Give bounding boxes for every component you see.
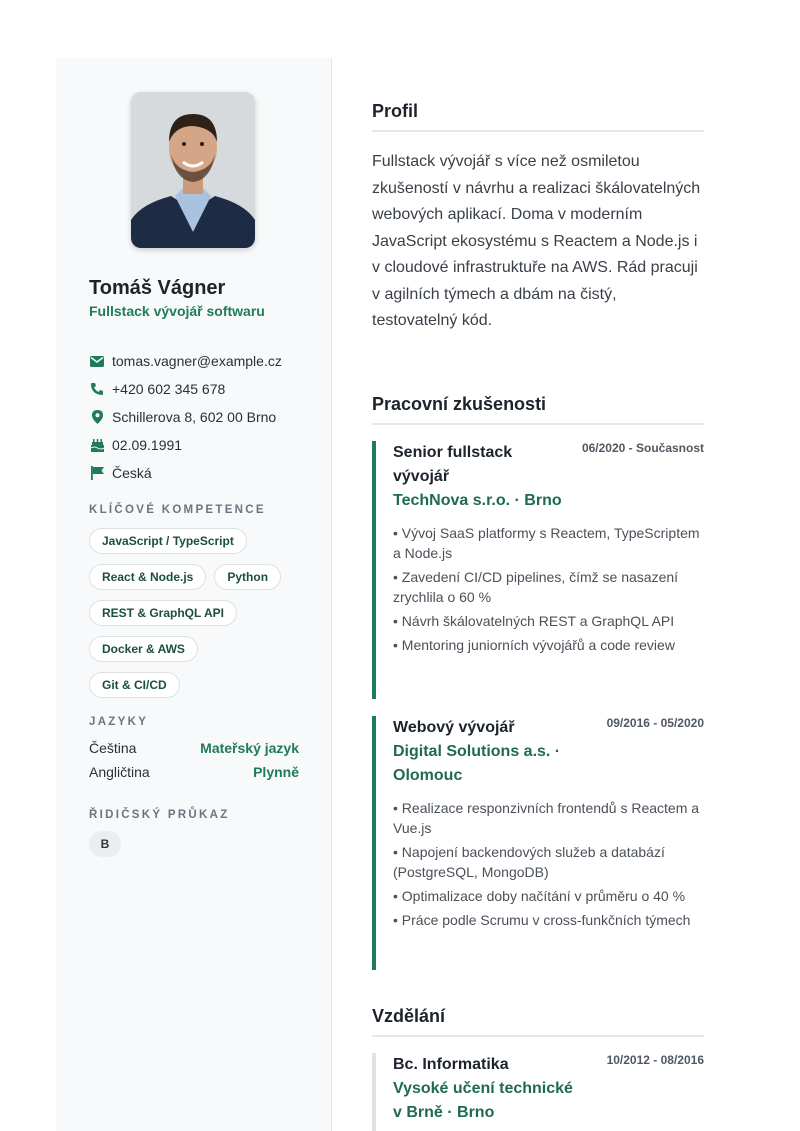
birthday-cake-icon <box>89 437 105 453</box>
contact-list <box>89 347 319 487</box>
list-item: • Zavedení CI/CD pipelines, čímž se nasazení zrychlila o 60 % <box>393 569 679 605</box>
education-title: Bc. Informatika <box>393 1056 509 1073</box>
contact-address-text: Schillerova 8, 602 00 Brno <box>112 409 277 425</box>
skills-heading: KLÍČOVÉ KOMPETENCE <box>89 504 266 516</box>
skill-chip: JavaScript / TypeScript <box>89 528 247 554</box>
location-pin-icon <box>89 409 105 425</box>
language-row <box>89 740 299 764</box>
contact-phone-text: +420 602 345 678 <box>112 381 226 397</box>
skill-chip: Git & CI/CD <box>89 672 180 698</box>
envelope-icon <box>89 353 105 369</box>
job-bullets <box>393 798 704 930</box>
languages-heading: JAZYKY <box>89 716 149 728</box>
job-title: Webový vývojář <box>393 719 515 736</box>
phone-icon <box>89 381 105 397</box>
person-name: Tomáš Vágner <box>89 277 226 299</box>
language-level: Mateřský jazyk <box>200 740 299 756</box>
list-item: • Vývoj SaaS platformy s Reactem, TypeScriptem a Node.js <box>393 525 700 561</box>
language-row <box>89 764 299 788</box>
profile-heading: Profil <box>372 101 704 132</box>
job-entry <box>372 441 704 699</box>
skills-list <box>89 528 324 708</box>
skill-chip: React & Node.js <box>89 564 206 590</box>
job-title: Senior fullstack vývojář <box>393 444 513 485</box>
contact-nationality <box>89 459 319 487</box>
profile-text: Fullstack vývojář s více než osmiletou zkušeností v návrhu a realizaci škálovatelných webových aplikací. Doma v moderním JavaScript ekosystému s Reactem a Node.js i v cloudové infrastruktuře na AWS. Rád pracuji v agilních týmech a dbám na čistý, testovatelný kód. <box>372 153 701 329</box>
education-entry <box>372 1053 704 1131</box>
profile-photo <box>131 92 255 248</box>
contact-phone[interactable] <box>89 375 319 403</box>
contact-email[interactable] <box>89 347 319 375</box>
language-name: Angličtina <box>89 764 150 780</box>
job-date: 09/2016 - 05/2020 <box>606 716 704 730</box>
contact-email-text: tomas.vagner@example.cz <box>112 353 282 369</box>
education-date: 10/2012 - 08/2016 <box>606 1053 704 1067</box>
job-date: 06/2020 - Současnost <box>581 441 704 455</box>
list-item: • Realizace responzivních frontendů s Reactem a Vue.js <box>393 800 700 836</box>
skill-chip: Docker & AWS <box>89 636 198 662</box>
person-title: Fullstack vývojář softwaru <box>89 303 265 319</box>
job-company: TechNova s.r.o. · Brno <box>393 492 562 509</box>
list-item: • Návrh škálovatelných REST a GraphQL API <box>393 613 675 629</box>
job-entry <box>372 716 704 970</box>
flag-icon <box>89 465 105 481</box>
license-heading: ŘIDIČSKÝ PRŮKAZ <box>89 809 230 821</box>
contact-address <box>89 403 319 431</box>
contact-birthdate-text: 02.09.1991 <box>112 437 183 453</box>
list-item: • Napojení backendových služeb a databází (PostgreSQL, MongoDB) <box>393 844 665 880</box>
list-item: • Optimalizace doby načítání v průměru o 40 % <box>393 888 686 904</box>
skill-chip: Python <box>214 564 281 590</box>
language-level: Plynně <box>253 764 299 780</box>
language-name: Čeština <box>89 740 137 756</box>
contact-nationality-text: Česká <box>112 465 152 481</box>
education-heading: Vzdělání <box>372 1006 704 1037</box>
list-item: • Mentoring juniorních vývojářů a code review <box>393 637 675 653</box>
skill-chip: REST & GraphQL API <box>89 600 237 626</box>
experience-heading: Pracovní zkušenosti <box>372 394 704 425</box>
languages-list <box>89 740 299 788</box>
education-school: Vysoké učení technické v Brně · Brno <box>393 1080 573 1121</box>
sidebar <box>56 58 332 1131</box>
license-chip: B <box>89 831 121 857</box>
contact-birthdate <box>89 431 319 459</box>
list-item: • Práce podle Scrumu v cross-funkčních týmech <box>393 912 691 928</box>
job-company: Digital Solutions a.s. · Olomouc <box>393 743 561 784</box>
job-bullets <box>393 523 704 655</box>
